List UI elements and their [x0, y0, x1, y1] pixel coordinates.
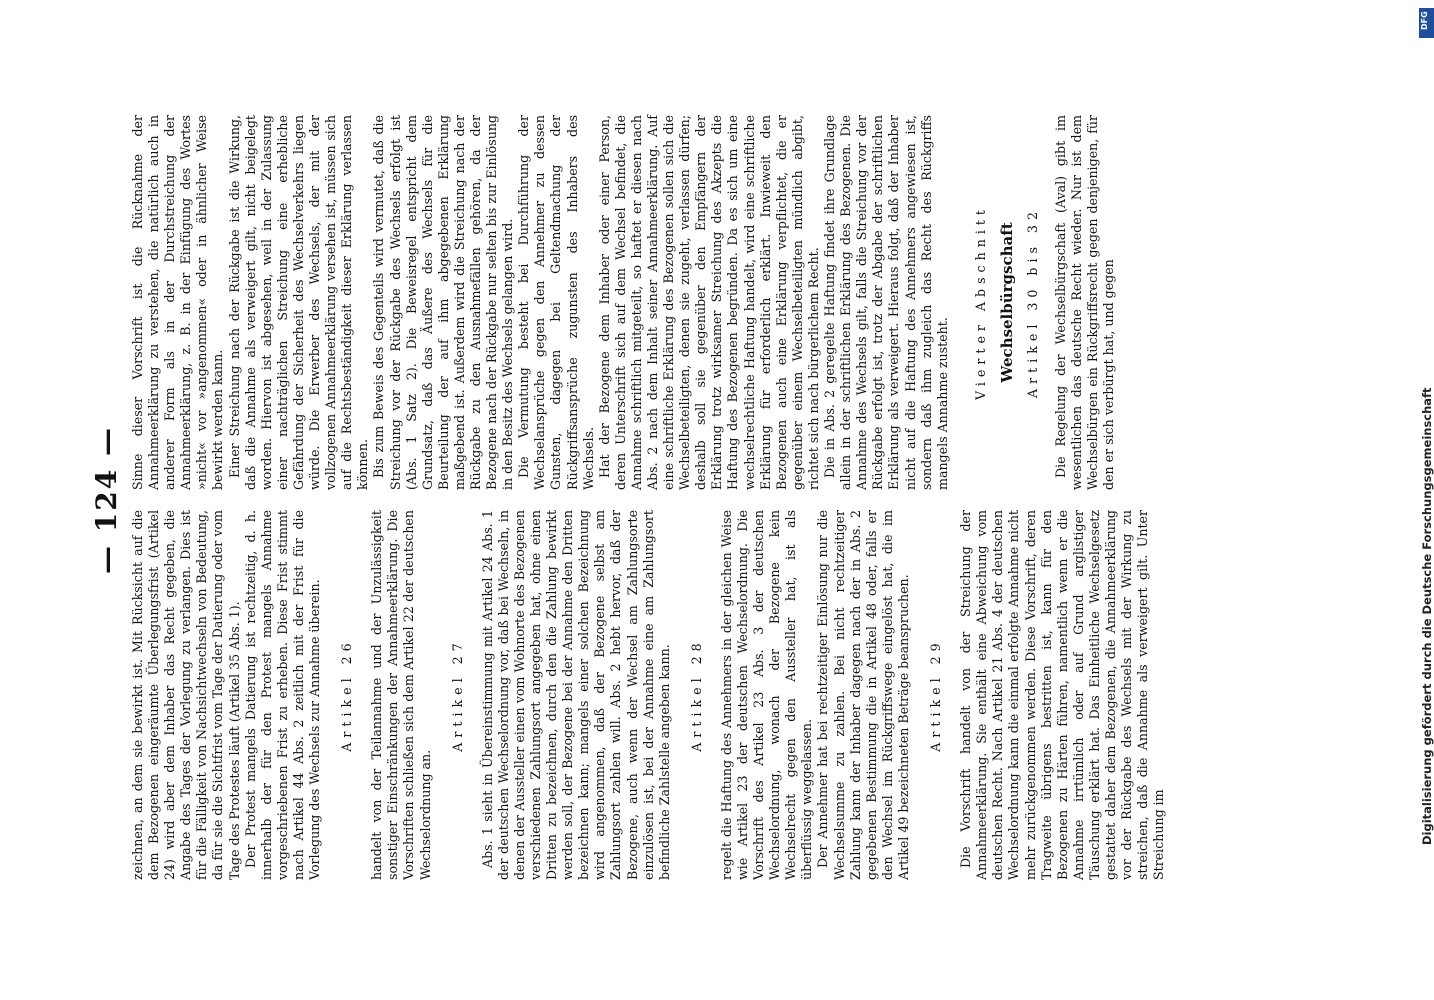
section-range: Artikel 30 bis 32 — [1024, 207, 1040, 398]
paragraph: zeichnen, an dem sie bewirkt ist. Mit Rücksicht auf die dem Bezogenen eingeräumte Überlegungsfrist (Artikel 24) wird aber dem Inhaber das Recht gegeben, die Angabe des Tages der Vorlegung zu verlangen. Dies ist für die Fälligkeit von Nachsichtwechseln von Bedeutung, da für sie die Sichtfrist vom Tage der Datierung oder vom Tage des Protestes läuft (Artikel 35 Abs. 1). — [130, 510, 242, 880]
paragraph: Der Protest mangels Datierung ist rechtzeitig, d. h. innerhalb der für den Protest mangels Annahme vorgeschriebenen Frist zu erheben. Diese Frist stimmt nach Artikel 44 Abs. 2 zeitlich mit der Frist für die Vorlegung des Wechsels zur Annahme überein. — [242, 510, 323, 880]
article-heading: Artikel 27 — [449, 638, 465, 752]
paragraph: Die Vermutung besteht bei Durchführung der Wechselansprüche gegen den Annehmer zu dessen Gunsten, dagegen bei Geltendmachung der Rückgriffsansprüche zugunsten des Inhabers des Wechsels. — [516, 115, 596, 490]
article-heading: Artikel 29 — [928, 638, 944, 752]
paragraph: Der Annehmer hat bei rechtzeitiger Einlösung nur die Wechselsumme zu zahlen. Bei nicht rechtzeitiger Zahlung kann der Inhaber dagegen nach der in Abs. 2 gegebenen Bestimmung die in Artikel 48 oder, falls er den Wechsel im Rückgriffswege eingelöst hat, die im Artikel 49 bezeichneten Beträge beanspruchen. — [815, 510, 911, 880]
section-title: Wechselbürgschaft — [997, 222, 1016, 383]
paragraph: Bis zum Beweis des Gegenteils wird vermutet, daß die Streichung vor der Rückgabe des Wechsels erfolgt ist (Abs. 1 Satz 2). Die Beweisregel entspricht dem Grundsatz, daß das Äußere des Wechsels für die Beurteilung der auf ihm abgegebenen Erklärung maßgebend ist. Außerdem wird die Streichung nach der Rückgabe zu den Ausnahmefällen gehören, da der Bezogene nach der Rückgabe nur selten bis zur Einlösung in den Besitz des Wechsels gelangen wird. — [371, 115, 516, 490]
credit-line: Digitalisierung gefördert durch die Deutsche Forschungsgemeinschaft — [1420, 387, 1434, 845]
digitization-credit — [1418, 10, 1434, 990]
page-number: — 124 — — [90, 426, 123, 574]
right-column — [130, 115, 1117, 490]
paragraph: Sinne dieser Vorschrift ist die Rücknahme der Annahmeerklärung zu verstehen, die natürlich auch in anderer Form als in der Durchstreichung der Annahmeerklärung, z. B. in der Einfügung des Wortes »nicht« vor »angenommen« oder in ähnlicher Weise bewirkt werden kann. — [130, 115, 226, 490]
paragraph: handelt von der Teilannahme und der Unzulässigkeit sonstiger Einschränkungen der Annahmeerklärung. Die Vorschriften schließen sich dem Artikel 22 der deutschen Wechselordnung an. — [369, 510, 433, 880]
paragraph: Einer Streichung nach der Rückgabe ist die Wirkung, daß die Annahme als verweigert gilt, nicht beigelegt worden. Hiervon ist abgesehen, weil in der Zulassung einer nachträglichen Streichung eine erhebliche Gefährdung der Sicherheit des Wechselverkehrs liegen würde. Die Erwerber des Wechsels, der mit der vollzogenen Annahmeerklärung versehen ist, müssen sich auf die Rechtsbeständigkeit dieser Erklärung verlassen können. — [226, 115, 371, 490]
article-heading: Artikel 28 — [688, 638, 704, 752]
article-heading: Artikel 26 — [339, 638, 355, 752]
section-heading: Vierter Abschnitt — [972, 205, 988, 400]
paragraph: regelt die Haftung des Annehmers in der gleichen Weise wie Artikel 23 der deutschen Wechselordnung. Die Vorschrift des Artikel 23 Abs. 3 der deutschen Wechselordnung, wonach der Bezogene kein Wechselrecht gegen den Aussteller hat, ist als überflüssig weggelassen. — [718, 510, 815, 880]
paragraph: Abs. 1 sieht in Übereinstimmung mit Artikel 24 Abs. 1 der deutschen Wechselordnung vor, daß bei Wechseln, in denen der Aussteller einen vom Wohnorte des Bezogenen verschiedenen Zahlungsort angegeben hat, ohne einen Dritten zu bezeichnen, durch den die Zahlung bewirkt werden soll, der Bezogene bei der Annahme den Dritten bezeichnen kann; mangels einer solchen Bezeichnung wird angenommen, daß der Bezogene selbst am Zahlungsort zahlen will. Abs. 2 hebt hervor, daß der Bezogene, auch wenn der Wechsel am Zahlungsorte einzulösen ist, bei der Annahme eine am Zahlungsort befindliche Zahlstelle angeben kann. — [479, 510, 672, 880]
paragraph: Hat der Bezogene dem Inhaber oder einer Person, deren Unterschrift sich auf dem Wechsel befindet, die Annahme schriftlich mitgeteilt, so haftet er diesen nach Abs. 2 nach dem Inhalt seiner Annahmeerklärung. Auf eine schriftliche Erklärung des Bezogenen sollen sich die Wechselbeteiligten, denen sie zugeht, verlassen dürfen; deshalb soll sie gegenüber den Empfängern der Erklärung trotz wirksamer Streichung des Akzepts die Haftung des Bezogenen begründen. Da es sich um eine wechselrechtliche Haftung handelt, wird eine schriftliche Erklärung für erforderlich erklärt. Inwieweit den Bezogenen auch eine Erklärung verpflichtet, die er gegenüber einem Wechselbeteiligten mündlich abgibt, richtet sich nach bürgerlichem Recht. — [596, 115, 821, 490]
paragraph: Die Regelung der Wechselbürgschaft (Aval) gibt im wesentlichen das deutsche Recht wieder. Nur ist dem Wechselbürgen ein Rückgriffsrecht gegen denjenigen, für den er sich verbürgt hat, und gegen — [1053, 115, 1117, 490]
paragraph: Die Vorschrift handelt von der Streichung der Annahmeerklärung. Sie enthält eine Abweichung vom deutschen Recht. Nach Artikel 21 Abs. 4 der deutschen Wechselordnung kann die einmal erfolgte Annahme nicht mehr zurückgenommen werden. Diese Vorschrift, deren Tragweite übrigens bestritten ist, kann für den Bezogenen zu Härten führen, namentlich wenn er die Annahme irrtümlich oder auf Grund arglistiger Täuschung erklärt hat. Das Einheitliche Wechselgesetz gestattet daher dem Bezogenen, die Annahmeerklärung vor der Rückgabe des Wechsels mit der Wirkung zu streichen, daß die Annahme als verweigert gilt. Unter Streichung im — [958, 510, 1167, 880]
dfg-logo: DFG — [1419, 8, 1434, 38]
paragraph: Die in Abs. 2 geregelte Haftung findet ihre Grundlage allein in der schriftlichen Erklärung des Bezogenen. Die Annahme des Wechsels gilt, falls die Streichung vor der Rückgabe erfolgt ist, trotz der Abgabe der schriftlichen Erklärung als verweigert. Hieraus folgt, daß der Inhaber nicht auf die Haftung des Annehmers angewiesen ist, sondern daß ihm zugleich das Recht des Rückgriffs mangels Annahme zusteht. — [822, 115, 950, 490]
left-column — [130, 510, 1167, 880]
